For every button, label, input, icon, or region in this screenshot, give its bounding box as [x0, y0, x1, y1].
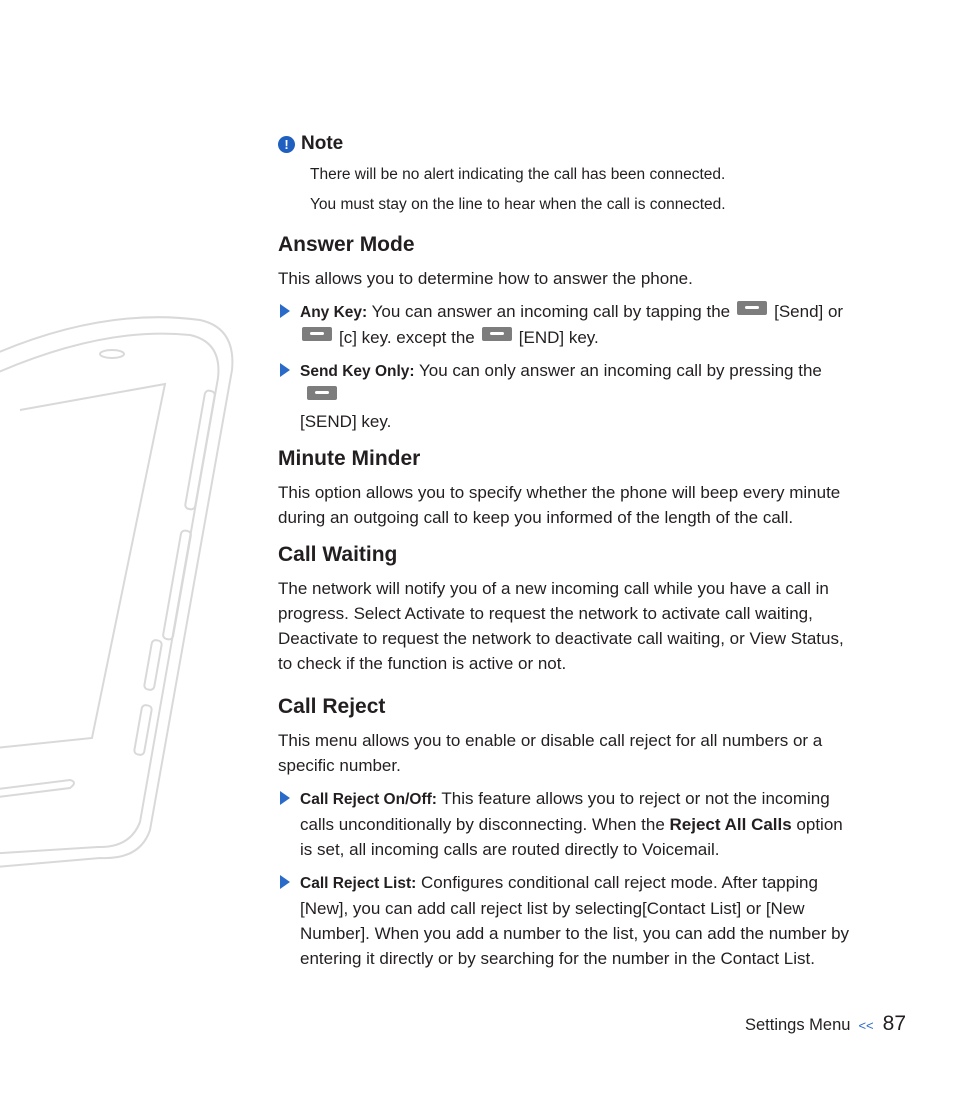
send-key-icon [307, 386, 337, 400]
term-call-reject-on-off: Call Reject On/Off: [300, 791, 437, 808]
clear-key-icon [302, 327, 332, 341]
bullet-text: Call Reject On/Off: This feature allows you to reject or not the incoming calls unconditionally by disconnecting. When the Reject All Calls option is set, all incoming calls are routed directly to Voicemail. [300, 789, 843, 859]
bullet-arrow-icon [280, 875, 290, 889]
minute-minder-body: This option allows you to specify whether the phone will beep every minute during an outgoing call to keep you informed of the length of the call. [278, 483, 841, 527]
send-key-icon [737, 301, 767, 315]
note-line: You must stay on the line to hear when the call is connected. [310, 196, 726, 213]
double-chevron-icon: << [858, 1018, 874, 1033]
note-title: Note [301, 133, 344, 154]
list-item-call-reject-list [278, 870, 858, 971]
section-heading-answer-mode: Answer Mode [278, 233, 415, 256]
page-footer [745, 1012, 906, 1036]
section-heading-minute-minder: Minute Minder [278, 447, 421, 470]
end-key-icon [482, 327, 512, 341]
bullet-text: Any Key: You can answer an incoming call by tapping the [Send] or [c] key. except the [END] key. [300, 302, 844, 347]
term-send-key-only: Send Key Only: [300, 363, 415, 380]
exclamation-icon: ! [278, 136, 295, 153]
bullet-arrow-icon [280, 791, 290, 805]
bullet-text: Call Reject List: Configures conditional call reject mode. After tapping [New], you can add call reject list by selecting[Contact List] or [New Number]. When you add a number to the list, you can add the number by entering it directly or by searching for the number in the Contact List. [300, 873, 850, 968]
page-number: 87 [882, 1012, 906, 1035]
note-header [278, 128, 858, 160]
page-content [278, 128, 858, 979]
bullet-arrow-icon [280, 363, 290, 377]
footer-section-title: Settings Menu [744, 1016, 851, 1034]
note-line: There will be no alert indicating the call has been connected. [310, 166, 726, 183]
section-heading-call-reject: Call Reject [278, 695, 386, 718]
term-any-key: Any Key: [300, 304, 368, 321]
phone-illustration [0, 310, 240, 870]
answer-mode-intro: This allows you to determine how to answer the phone. [278, 269, 693, 288]
option-reject-all-calls: Reject All Calls [669, 815, 792, 834]
bullet-text: Send Key Only: You can only answer an incoming call by pressing the [SEND] key. [300, 361, 822, 431]
bullet-arrow-icon [280, 304, 290, 318]
call-waiting-body: The network will notify you of a new incoming call while you have a call in progress. Select Activate to request the network to activate call waiting, Deactivate to request the network to deactivate call waiting, or View Status, to check if the function is active or not. [278, 579, 844, 673]
list-item-send-key-only [278, 358, 858, 434]
term-call-reject-list: Call Reject List: [300, 875, 417, 892]
section-heading-call-waiting: Call Waiting [278, 543, 398, 566]
call-reject-intro: This menu allows you to enable or disable call reject for all numbers or a specific number. [278, 731, 823, 775]
list-item-call-reject-on-off [278, 786, 858, 862]
list-item-any-key [278, 299, 858, 350]
